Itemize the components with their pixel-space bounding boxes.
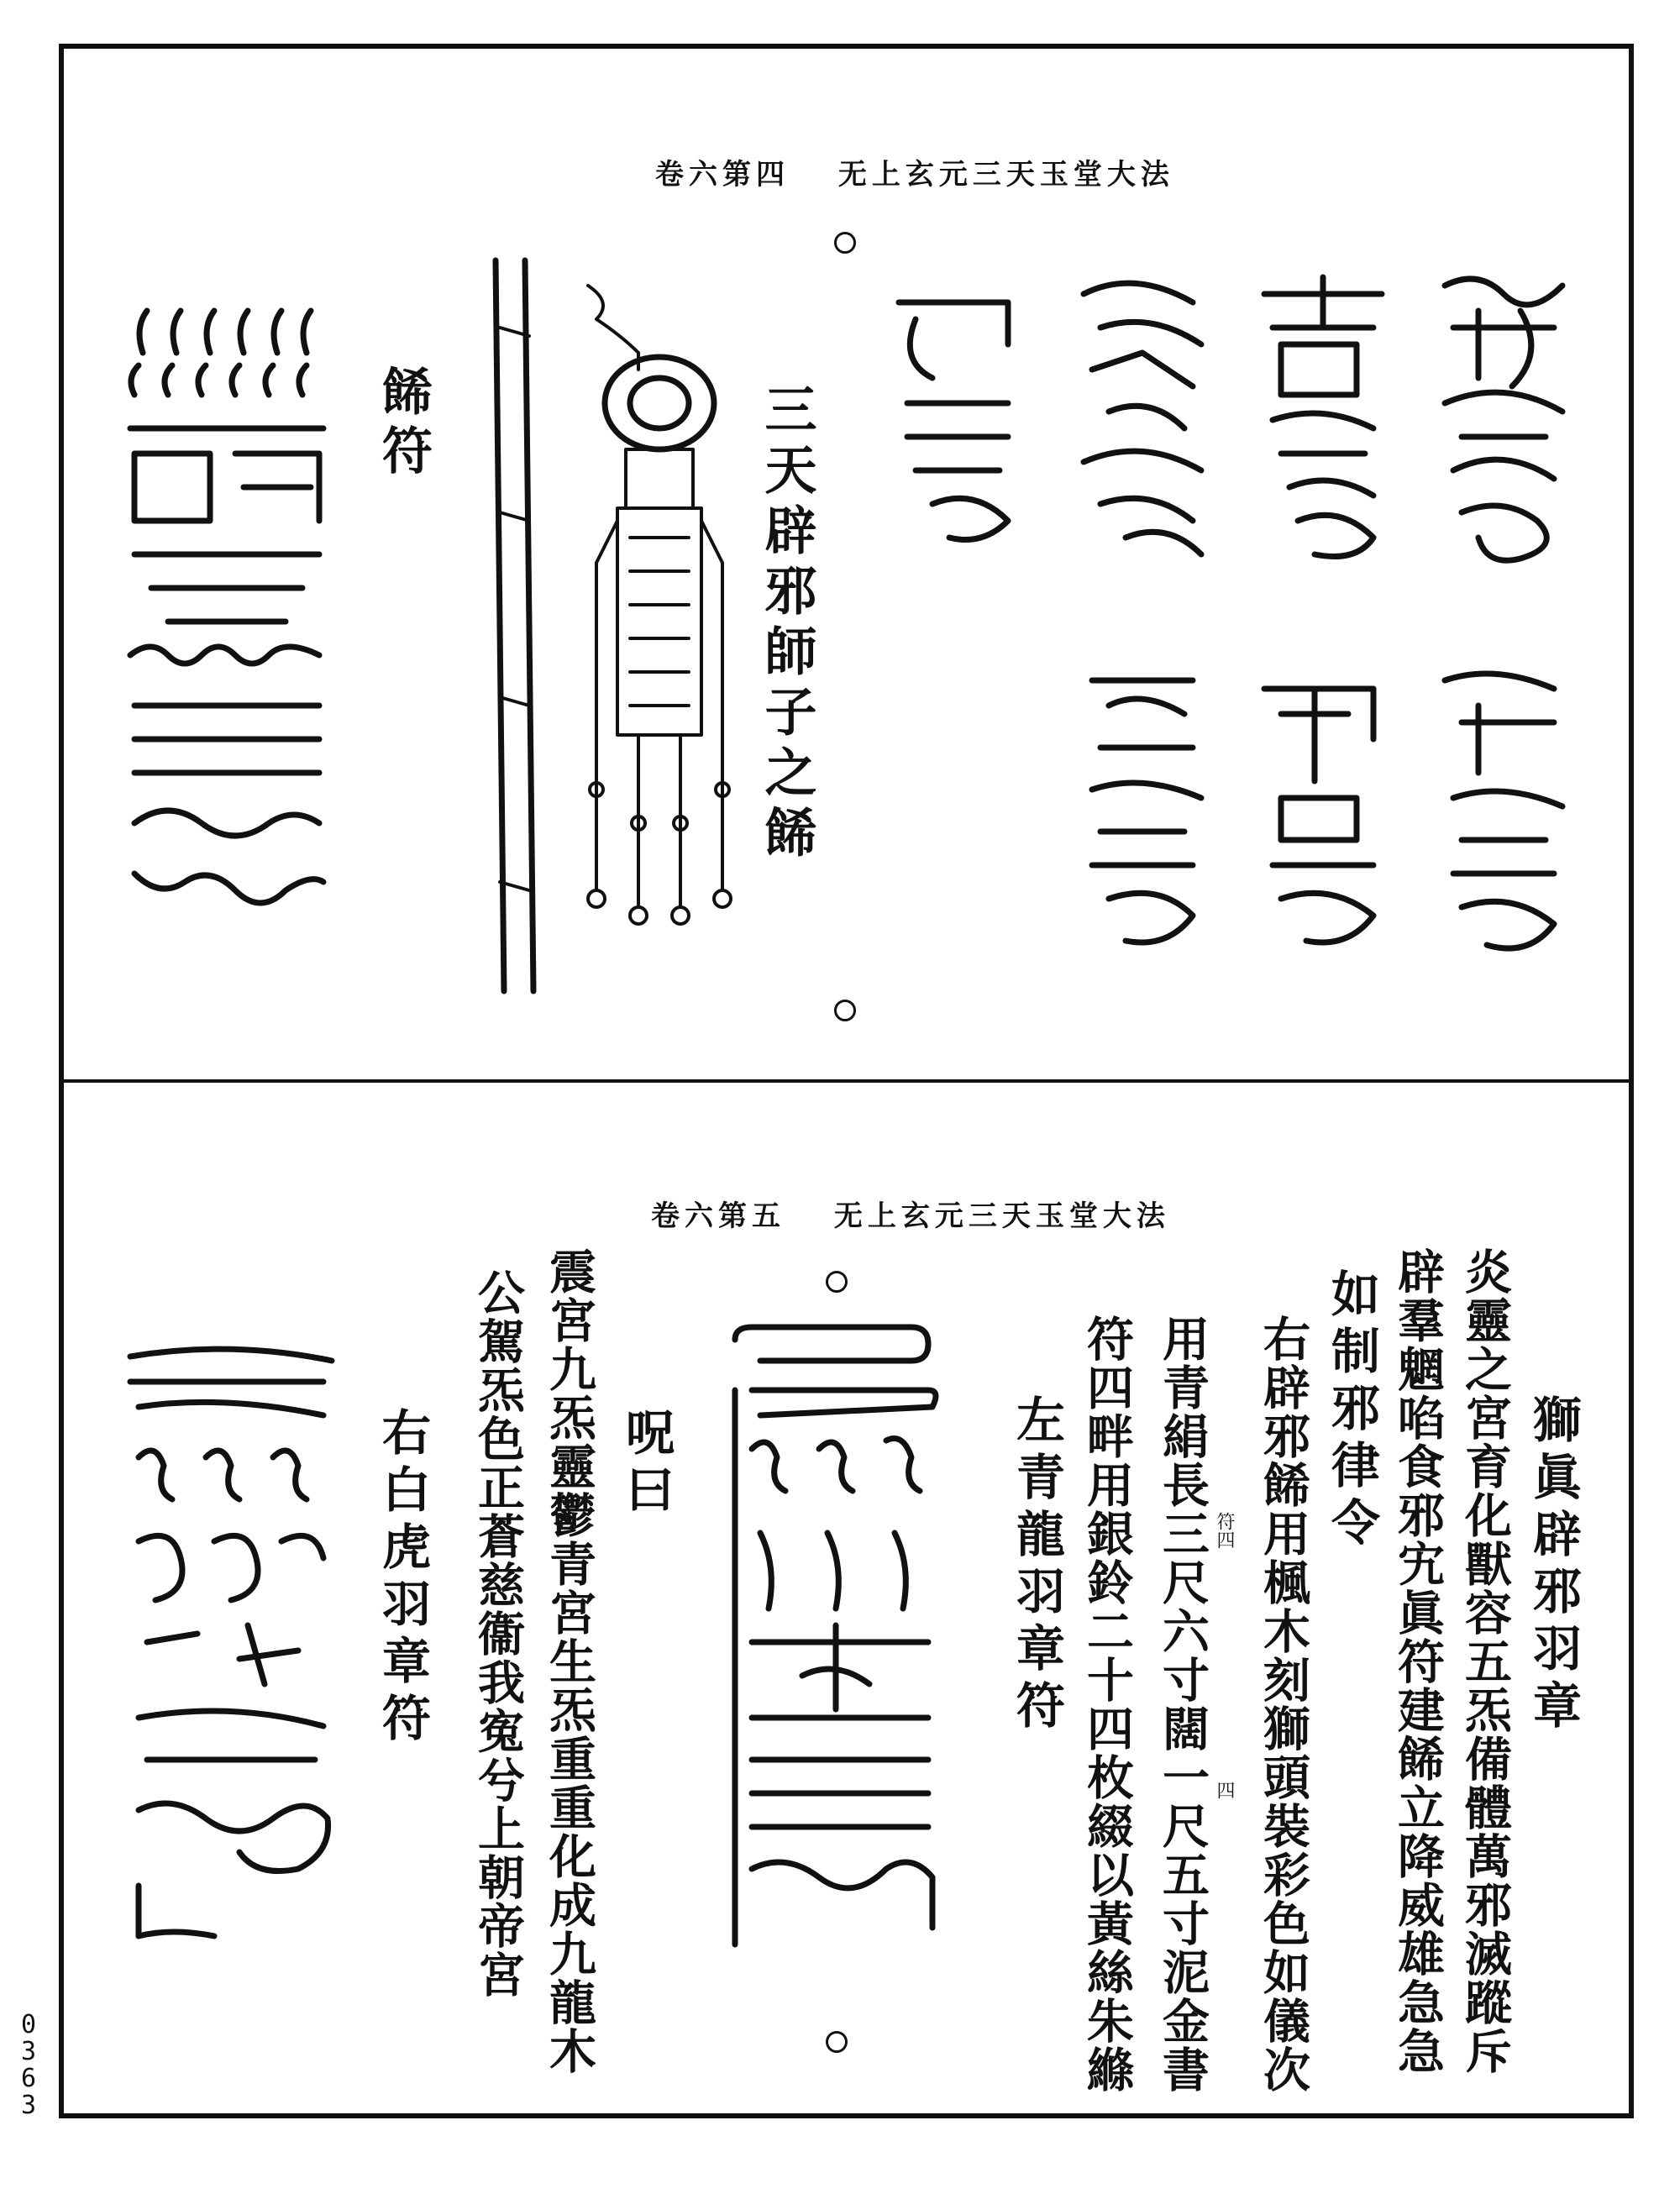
text-column: 符四畔用銀鈴二十四枚綴以黃絲朱縧 bbox=[1079, 1315, 1135, 2094]
text-column: 左青龍羽章符 bbox=[1008, 1394, 1065, 1737]
text-column: 右辟邪餙用楓木刻獅頭裝彩色如儀次 bbox=[1256, 1315, 1311, 2094]
seal-script-talisman-column-3 bbox=[1067, 269, 1218, 571]
text-column: 用青絹長三尺六寸闊一尺五寸泥金書 bbox=[1155, 1315, 1210, 2094]
seal-script-talisman-column-1 bbox=[1428, 269, 1579, 571]
page-divider bbox=[59, 1079, 1634, 1083]
seal-script-talisman-column-6 bbox=[1247, 655, 1399, 974]
page-note: 四 bbox=[1214, 1781, 1235, 1799]
binding-hole bbox=[834, 232, 856, 254]
binding-hole bbox=[826, 1271, 848, 1293]
text-column: 辟羣魍啗食邪宄眞符建餙立降威雄急急 bbox=[1390, 1247, 1446, 2076]
top-header-title: 无上玄元三天玉堂大法 bbox=[837, 158, 1174, 192]
text-column: 獅眞辟邪羽章 bbox=[1525, 1394, 1582, 1737]
text-column: 如制邪律令 bbox=[1323, 1268, 1380, 1554]
flame-talisman bbox=[118, 302, 336, 941]
lion-ornament-illustration bbox=[580, 286, 748, 949]
binding-hole bbox=[834, 1000, 856, 1021]
top-header-volume: 卷六第四 bbox=[655, 158, 790, 192]
page-number: 0363 bbox=[20, 2010, 37, 2120]
bottom-header bbox=[651, 1193, 1170, 1234]
seal-script-talisman-column-4 bbox=[882, 269, 1033, 554]
top-header bbox=[655, 151, 1174, 192]
bottom-header-volume: 卷六第五 bbox=[651, 1199, 785, 1233]
text-column: 公駕炁色正蒼慈衞我寃兮上朝帝宮 bbox=[470, 1268, 526, 1999]
text-column: 右白虎羽章符 bbox=[374, 1407, 431, 1750]
bottom-header-title: 无上玄元三天玉堂大法 bbox=[833, 1199, 1170, 1233]
incantation-label: 呪曰 bbox=[617, 1407, 675, 1521]
seal-script-talisman-column-2 bbox=[1247, 269, 1399, 571]
page-note: 符四 bbox=[1214, 1512, 1235, 1549]
fu-caption: 餙符 bbox=[374, 365, 433, 483]
seal-script-talisman-column-5 bbox=[1428, 655, 1579, 974]
text-column: 炎靈之宮育化獸容五炁備體萬邪滅蹤斥 bbox=[1457, 1247, 1513, 2076]
green-dragon-talisman bbox=[718, 1323, 945, 1961]
text-column: 震宮九炁靈鬱青宮生炁重重化成九龍木 bbox=[542, 1247, 597, 2076]
white-tiger-talisman bbox=[122, 1348, 340, 1953]
wooden-staff-illustration bbox=[479, 260, 554, 1000]
binding-hole bbox=[826, 2031, 848, 2053]
seal-script-talisman-column-7 bbox=[1067, 655, 1218, 974]
item-caption: 三天辟邪師子之餙 bbox=[756, 382, 817, 866]
